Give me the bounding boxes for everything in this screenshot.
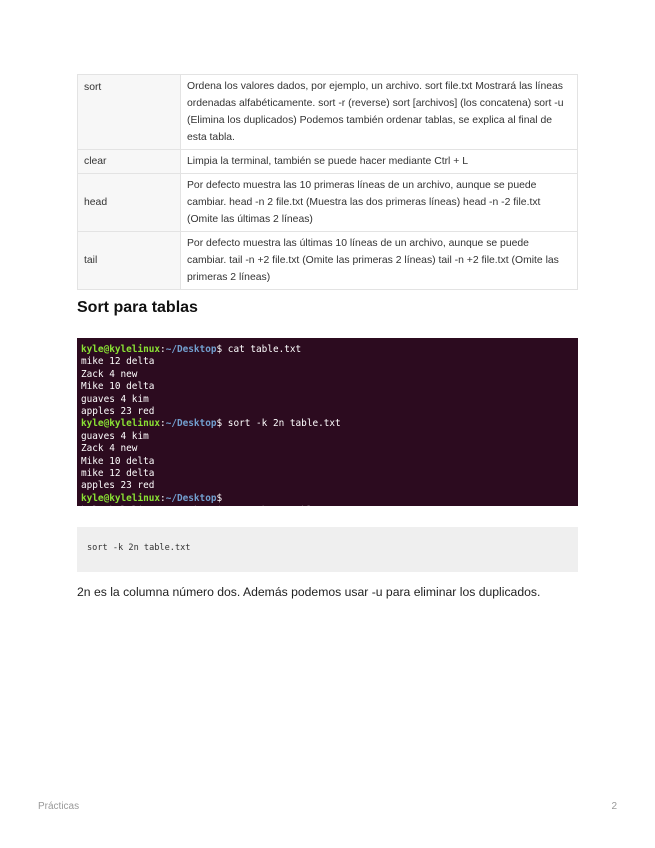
prompt-user: kyle@kylelinux	[81, 344, 161, 355]
description-cell: Limpia la terminal, también se puede hacer mediante Ctrl + L	[181, 150, 578, 174]
body-paragraph: 2n es la columna número dos. Además podemos usar -u para eliminar los duplicados.	[77, 585, 541, 599]
description-cell: Por defecto muestra las 10 primeras líneas de un archivo, aunque se puede cambiar. head -n 2 file.txt (Muestra las dos primeras líneas) head -n -2 file.txt (Omite las últimas 2 líneas)	[181, 174, 578, 232]
prompt-separator: :	[160, 492, 166, 504]
footer-section-label: Prácticas	[38, 801, 80, 812]
command-cell: sort	[78, 75, 181, 150]
prompt-symbol: $	[216, 418, 223, 430]
commands-table	[77, 74, 578, 290]
command-cell: tail	[78, 232, 181, 290]
prompt-user: kyle@kylelinux	[81, 418, 161, 430]
prompt-path: ~/Desktop	[165, 492, 217, 504]
terminal-command: cat table.txt	[222, 344, 302, 355]
prompt-separator: :	[160, 344, 166, 355]
code-block: sort -k 2n table.txt	[77, 527, 578, 572]
section-heading: Sort para tablas	[77, 299, 198, 316]
prompt-path: ~/Desktop	[165, 418, 217, 430]
prompt-separator: :	[160, 418, 166, 430]
terminal-screenshot	[77, 338, 578, 517]
prompt-user: kyle@kylelinux	[81, 492, 161, 504]
prompt-path: ~/Desktop	[165, 344, 217, 355]
prompt-symbol: $	[216, 344, 223, 355]
terminal-prompt-line	[81, 493, 578, 505]
description-cell: Por defecto muestra las últimas 10 líneas de un archivo, aunque se puede cambiar. tail -n +2 file.txt (Omite las primeras 2 líneas) tail -n +2 file.txt (Omite las primeras 2 líneas)	[181, 232, 578, 290]
table-row	[78, 75, 578, 150]
terminal-output-line: mike 12 delta	[81, 356, 155, 368]
terminal-partial-line: kyle@kylelinux:~/Desktop$ sort -k 2n table.txt	[81, 505, 341, 517]
terminal-output-line: guaves 4 kim	[81, 393, 149, 405]
table-row	[78, 232, 578, 290]
command-cell: clear	[78, 150, 181, 174]
terminal-output-line: guaves 4 kim	[81, 430, 149, 442]
table-row	[78, 150, 578, 174]
footer-page-number: 2	[611, 801, 617, 812]
terminal-command: sort -k 2n table.txt	[222, 418, 341, 430]
terminal-output-line: Zack 4 new	[81, 368, 138, 380]
description-cell: Ordena los valores dados, por ejemplo, un archivo. sort file.txt Mostrará las líneas ordenadas alfabéticamente. sort -r (reverse) sort [archivos] (los concatena) sort -u (Elimina los duplicados) Podemos también ordenar tablas, se explica al final de esta tabla.	[181, 75, 578, 150]
terminal-output-line: mike 12 delta	[81, 467, 155, 479]
table-row	[78, 174, 578, 232]
terminal-output-line: Zack 4 new	[81, 443, 138, 455]
terminal-prompt-line	[81, 344, 578, 356]
terminal-prompt-line	[81, 418, 578, 430]
terminal-output-line: Mike 10 delta	[81, 381, 155, 393]
command-cell: head	[78, 174, 181, 232]
terminal-output-line: Mike 10 delta	[81, 455, 155, 467]
prompt-symbol: $	[216, 492, 223, 504]
terminal-output-line: apples 23 red	[81, 405, 155, 417]
terminal-output-line: apples 23 red	[81, 480, 155, 492]
